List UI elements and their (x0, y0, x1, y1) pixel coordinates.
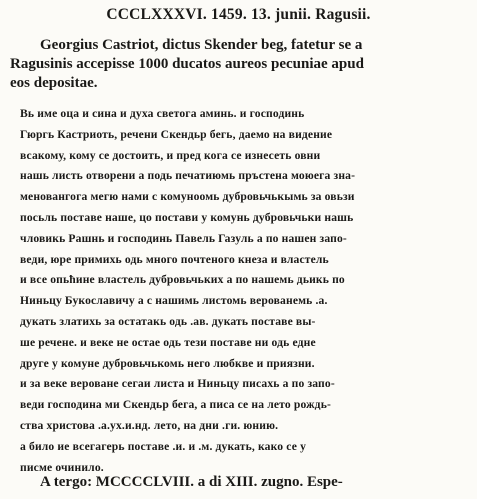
summary-line: Ragusinis accepisse 1000 ducatos aureos pecuniae apud (10, 56, 364, 72)
charter-line: веди господина ми Скендьр бега, а писа се на лето рождь- (20, 398, 331, 412)
charter-line: и все опьћине властель дубровьчьких а по нашемь дьикь по (20, 273, 345, 287)
cyrillic-charter-text (20, 104, 468, 478)
charter-line: Гюргь Кастриоть, речени Скендьр бегь, даемо на видение (20, 127, 333, 141)
charter-line: чловикь Рашнь и господинь Павель Газуль а по нашен запо- (20, 231, 347, 245)
charter-line: друге у комуне дубровьчькомь него любкве и приязни. (20, 356, 315, 370)
endorsement-note: A tergo: MCCCCLVIII. a di XIII. zugno. Espe- (40, 474, 343, 490)
summary-line: Georgius Castriot, dictus Skender beg, fatetur se a (40, 37, 363, 53)
document-heading: CCCLXXXVI. 1459. 13. junii. Ragusii. (106, 6, 371, 23)
summary-line: eos depositae. (10, 75, 98, 91)
charter-line: дукать златихь за остатакь одь .ав. дукать поставе вы- (20, 314, 316, 328)
charter-line: всакому, кому се достоить, и пред кога се изнесеть овни (20, 148, 321, 162)
charter-line: писме очинило. (20, 460, 104, 474)
charter-line: посьль поставе наше, цо постави у комунь дубровьчьки нашь (20, 210, 354, 224)
charter-line: нашь листь отворени а подь печатиюмь пръстена моюега зна- (20, 169, 356, 183)
charter-line: Ниньцу Букославичу а с нашимь листомь верованемь .а. (20, 294, 328, 308)
charter-line: а било ие всегагерь поставе .и. и .м. дукать, како се у (20, 439, 307, 453)
charter-line: меновангога мегю нами с комуноомь дубровьчькымь за овьзи (20, 190, 355, 204)
charter-line: и за веке вероване сегаи листа и Ниньцу писахь а по запо- (20, 377, 335, 391)
charter-line: Вь име оца и сина и духа светога аминь. и господинь (20, 107, 305, 120)
latin-summary (10, 36, 468, 93)
charter-line: веди, юре примихь одь много почтеного кнеза и властель (20, 252, 329, 266)
charter-line: ства христова .а.ух.и.нд. лето, на дни .ги. юнию. (20, 418, 279, 432)
charter-line: ше речене. и веке не остае одь тези поставе ни одь едне (20, 335, 316, 349)
